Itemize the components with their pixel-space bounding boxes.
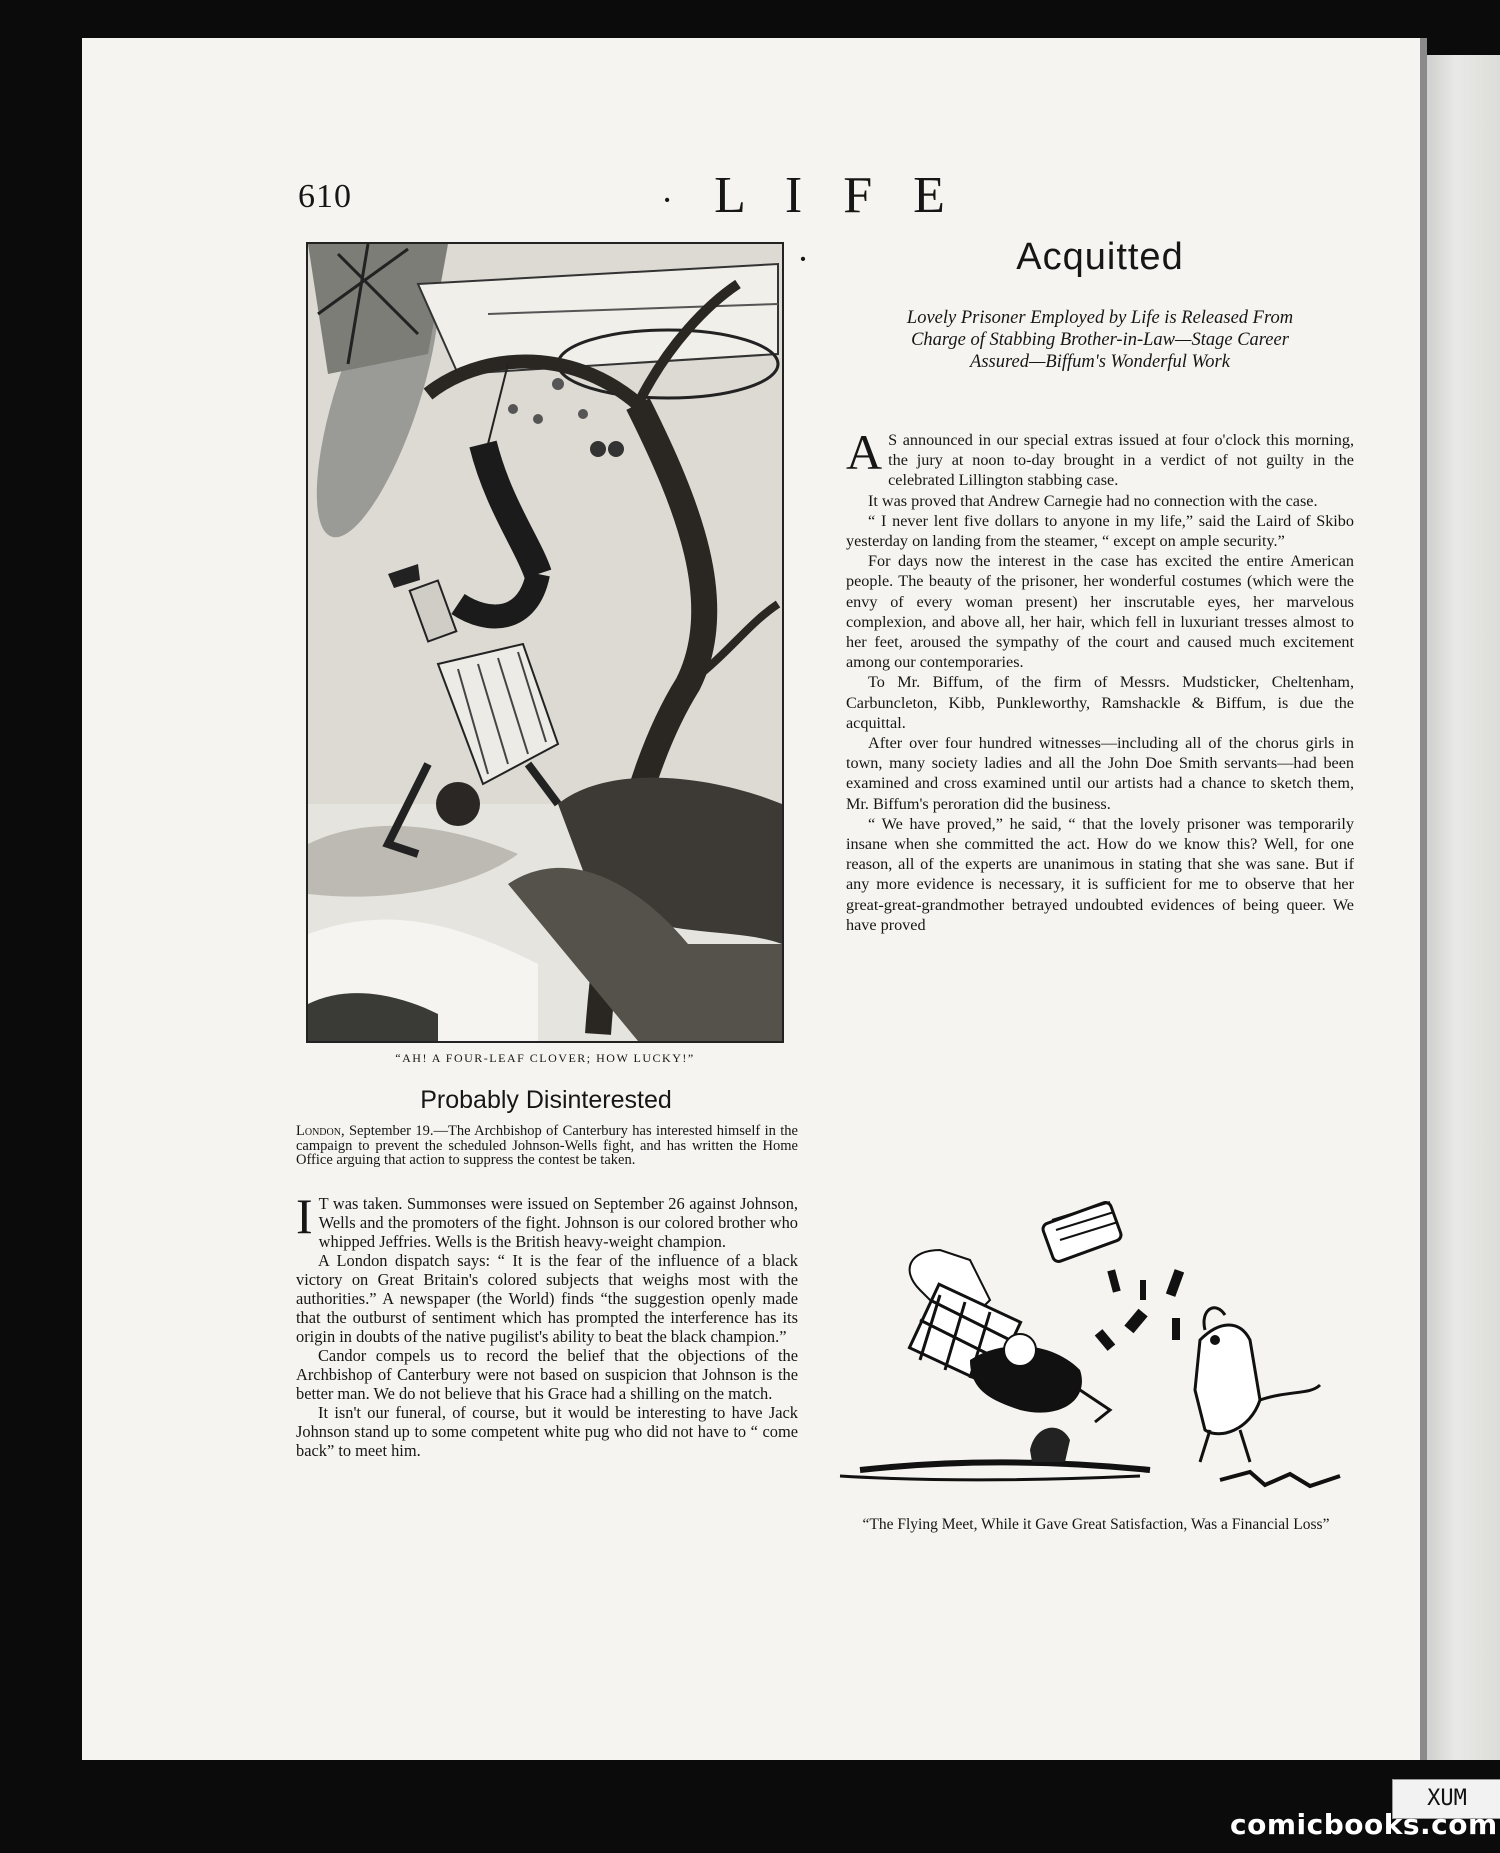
masthead-title: L I F E (714, 167, 959, 224)
article-dateline (296, 1124, 798, 1168)
dateline-text: September 19.—The Archbishop of Canterbury has interested himself in the campaign to prevent the scheduled Johnson-Wells fight, and has written the Home Office arguing that action to suppress the contest be taken. (296, 1123, 798, 1168)
paragraph: To Mr. Biffum, of the firm of Messrs. Mudsticker, Cheltenham, Carbuncleton, Kibb, Punkleworthy, Ramshackle & Biffum, is due the acquittal. (846, 673, 1354, 732)
article-body-left (296, 1188, 798, 1460)
illustration-caption: “AH! A FOUR-LEAF CLOVER; HOW LUCKY!” (395, 1051, 695, 1065)
paragraph: “ I never lent five dollars to anyone in my life,” said the Laird of Skibo yesterday on landing from the steamer, “ except on ample security.” (846, 511, 1354, 551)
facing-page-edge (1427, 55, 1500, 1760)
cartoon-caption: “The Flying Meet, While it Gave Great Satisfaction, Was a Financial Loss” (862, 1516, 1330, 1533)
site-watermark: comicbooks.com (1230, 1808, 1498, 1841)
page-edge-shadow (1420, 38, 1427, 1760)
clover-illustration (306, 242, 784, 1043)
drop-cap: A (846, 424, 883, 480)
article-subhead: Lovely Prisoner Employed by Life is Released From Charge of Stabbing Brother-in-Law—Stage Career Assured—Biffum's Wonderful Work (906, 308, 1294, 372)
article-title-probably-disinterested: Probably Disinterested (420, 1086, 672, 1114)
masthead-dot-right: · (797, 239, 823, 280)
paragraph: A London dispatch says: “ It is the fear of the influence of a black victory on Great Britain's colored subjects that weighs most with the authorities.” A newspaper (the World) finds “the suggestion openly made that the outburst of sentiment which has prompted the interference has its origin in doubts of the native pugilist's ability to beat the black champion.” (296, 1251, 798, 1346)
masthead-dot-left: · (661, 180, 688, 221)
paragraph: After over four hundred witnesses—including all of the chorus girls in town, many society ladies and all the John Doe Smith servants—had been examined and cross examined until our artists had a chance to sketch them, Mr. Biffum's peroration did the business. (846, 734, 1354, 813)
paragraph: It isn't our funeral, of course, but it would be interesting to have Jack Johnson stand up to some competent white pug who did not have to “ come back” to meet him. (296, 1403, 798, 1460)
paragraph: A S announced in our special extras issued at four o'clock this morning, the jury at noon to-day brought in a verdict of not guilty in the celebrated Lillington stabbing case. (846, 424, 1354, 490)
paragraph: Candor compels us to record the belief that the objections of the Archbishop of Canterbury were not based on suspicion that Johnson is the better man. We do not believe that his Grace had a shilling on the match. (296, 1346, 798, 1403)
scanner-tag: XUM (1392, 1779, 1500, 1819)
dateline-city: London, (296, 1123, 345, 1139)
article-body-right (846, 424, 1354, 935)
paragraph: For days now the interest in the case has excited the entire American people. The beauty of the prisoner, her wonderful costumes (which were the envy of every woman present) her inscrutable eyes, her marvelous complexion, and above all, her hair, which fell in luxuriant tresses almost to her feet, aroused the sympathy of the court and caused much excitement among our contemporaries. (846, 552, 1354, 672)
article-headline-acquitted: Acquitted (1016, 236, 1184, 278)
illustration-drawing (308, 244, 782, 1041)
drop-cap: I (296, 1188, 313, 1244)
paragraph: It was proved that Andrew Carnegie had no connection with the case. (868, 491, 1318, 510)
page-number: 610 (298, 178, 352, 215)
paragraph: I T was taken. Summonses were issued on September 26 against Johnson, Wells and the promoters of the fight. Johnson is our colored brother who whipped Jeffries. Wells is the British heavy-weight champion. (296, 1188, 798, 1251)
cartoon-drawing (820, 1190, 1360, 1520)
paragraph: “ We have proved,” he said, “ that the lovely prisoner was temporarily insane when she committed the act. How do we know this? Well, for one reason, all of the experts are unanimous in stating that she was sane. But if any more evidence is necessary, it is sufficient for me to observe that her great-great-grandmother betrayed undoubted evidences of being queer. We have proved (846, 814, 1354, 934)
flying-meet-cartoon (820, 1190, 1360, 1520)
